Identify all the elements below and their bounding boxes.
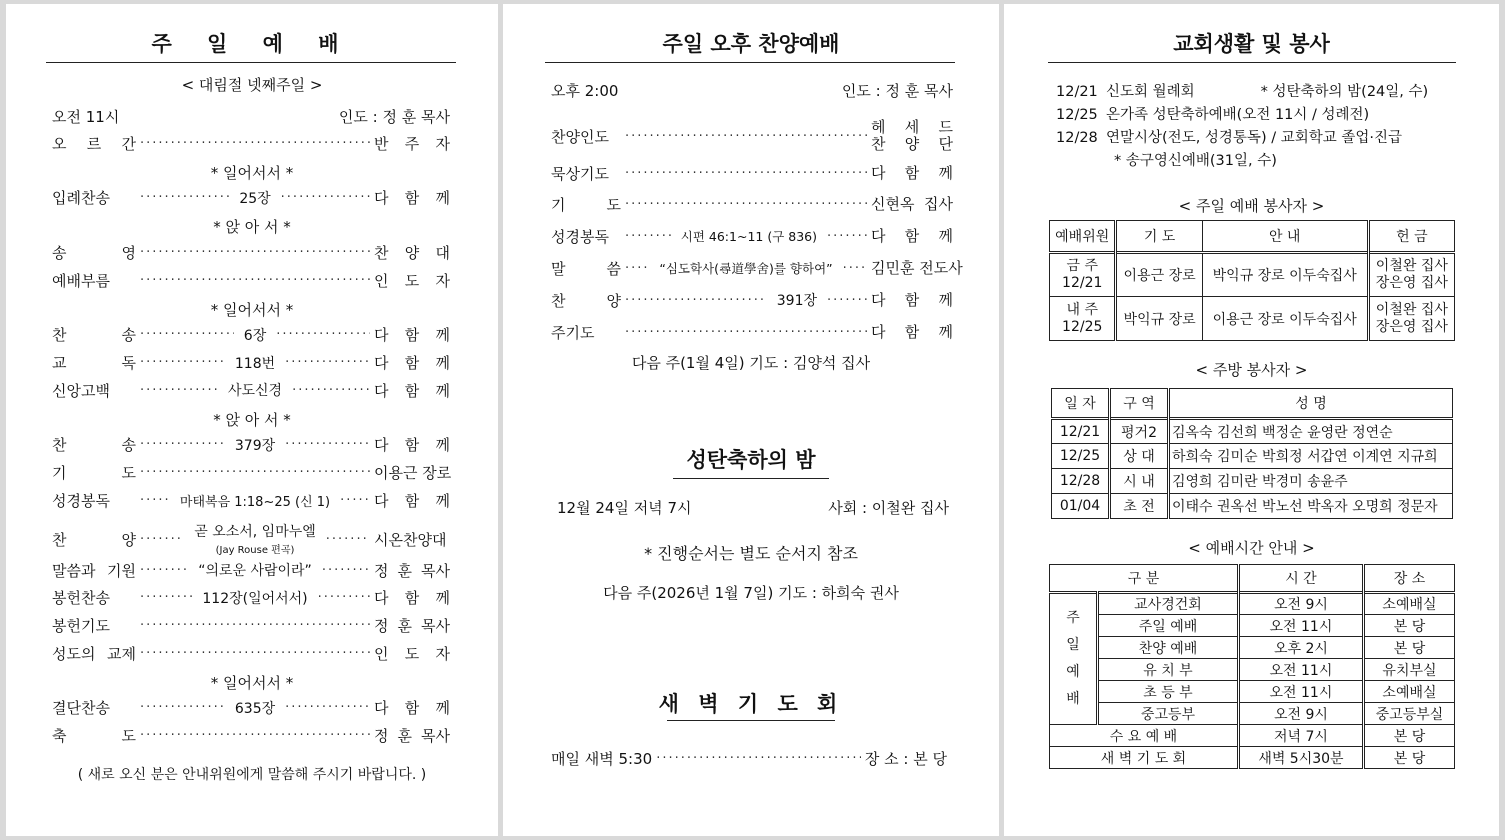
leader-dots: [625, 325, 867, 340]
title-rule: [46, 62, 456, 63]
table-cell: 상 대: [1110, 444, 1169, 469]
order-label: 찬양인도: [551, 127, 609, 146]
table-cell: 이용근 장로: [1116, 253, 1202, 297]
kitchen-table: [1051, 388, 1453, 519]
order-label: 축 도: [52, 727, 136, 745]
afternoon-leader: 인도 : 정 훈 목사: [841, 81, 953, 100]
table-cell: 하희숙 김미순 박희정 서갑연 이계연 지규희: [1169, 444, 1453, 469]
leader-dots: [843, 261, 867, 276]
leader-dots: [140, 563, 188, 578]
panel-afternoon-service: [503, 4, 999, 836]
afternoon-order-row: [551, 193, 953, 215]
table-cell: 평거2: [1110, 419, 1169, 444]
table-cell: 본 당: [1363, 725, 1454, 747]
table-cell: 12/28: [1052, 469, 1110, 494]
afternoon-order-row: [551, 289, 953, 311]
leader-dots: [140, 273, 370, 288]
order-label: 기 도: [52, 464, 136, 483]
order-row: [52, 642, 450, 664]
table-cell: 본 당: [1363, 747, 1454, 769]
order-person: 다 함 께: [374, 491, 451, 510]
leader-dots: [140, 493, 170, 508]
afternoon-order-row: [551, 119, 953, 153]
order-detail: 시편 46:1~11 (구 836): [680, 229, 817, 244]
posture-cue: * 앉 아 서 *: [213, 218, 291, 237]
leader-dots: [140, 590, 192, 605]
table-cell: 수 요 예 배: [1050, 725, 1239, 747]
leader-dots: [285, 700, 370, 715]
table-cell: 12/21: [1052, 419, 1110, 444]
order-person: 정 훈 목사: [374, 561, 450, 580]
leader-dots: [140, 532, 184, 547]
afternoon-order-row: [551, 257, 963, 279]
christmas-next-prayer: 다음 주(2026년 1월 7일) 기도 : 하희숙 권사: [603, 584, 899, 602]
service-leader: 인도 : 정 훈 목사: [338, 107, 450, 126]
afternoon-time: 오후 2:00: [551, 81, 619, 100]
order-person: 헤 세 드 찬 양 단: [871, 118, 953, 153]
table-cell: 오전 11시: [1238, 681, 1363, 703]
leader-dots: [318, 590, 370, 605]
table-cell: 본 당: [1363, 637, 1454, 659]
order-row: [52, 697, 450, 719]
schedule-title: < 예배시간 안내 >: [1188, 539, 1315, 557]
order-label: 결단찬송: [52, 699, 110, 718]
order-person: 반 주 자: [374, 134, 450, 153]
order-row: [52, 489, 450, 511]
order-person: 다 함 께: [374, 381, 451, 400]
christmas-info-row: [557, 496, 949, 518]
order-row: [52, 324, 450, 346]
service-time: 오전 11시: [52, 107, 120, 126]
leader-dots: [292, 383, 370, 398]
leader-dots: [827, 293, 867, 308]
order-row: [52, 462, 450, 484]
table-cell: 박익규 장로: [1116, 297, 1202, 341]
order-label: 오 르 간: [52, 134, 136, 153]
order-person: 다 함 께: [374, 189, 450, 208]
order-row: [52, 521, 450, 557]
table-header: 기 도: [1116, 221, 1202, 253]
order-detail: “심도학사(尋道學舍)를 향하여”: [659, 261, 833, 276]
table-cell: 초 전: [1110, 494, 1169, 519]
table-header: 구 분: [1050, 565, 1239, 593]
table-cell: 박익규 장로 이두숙집사: [1202, 253, 1368, 297]
leader-dots: [285, 437, 370, 452]
order-row: [52, 614, 450, 636]
leader-dots: [276, 327, 370, 342]
christmas-night-title: 성탄축하의 밤: [686, 448, 816, 472]
table-cell: 교사경건회: [1098, 593, 1239, 615]
order-row: [52, 379, 450, 401]
leader-dots: [625, 166, 867, 181]
order-label: 입례찬송: [52, 189, 110, 208]
table-header: 성 명: [1169, 389, 1453, 419]
next-week-prayer: 다음 주(1월 4일) 기도 : 김양석 집사: [631, 354, 871, 372]
table-cell: 이용근 장로 이두숙집사: [1202, 297, 1368, 341]
order-label: 성도의 교제: [52, 644, 136, 663]
leader-dots: [140, 618, 370, 633]
service-time-row: [52, 105, 450, 127]
leader-dots: [140, 728, 370, 743]
dawn-prayer-row: [551, 747, 947, 769]
order-person: 김민훈 전도사: [871, 258, 963, 277]
order-person: 다 함 께: [871, 322, 953, 341]
order-label: 찬 양: [551, 291, 621, 310]
table-cell: 오전 9시: [1238, 593, 1363, 615]
table-cell: 12/25: [1052, 444, 1110, 469]
table-cell: 소예배실: [1363, 593, 1454, 615]
servants-title: < 주일 예배 봉사자 >: [1178, 197, 1325, 215]
christmas-rule: [673, 478, 829, 479]
visitor-note: ( 새로 오신 분은 안내위원에게 말씀해 주시기 바랍니다. ): [77, 767, 427, 783]
leader-dots: [625, 197, 867, 212]
order-label: 묵상기도: [551, 164, 609, 183]
leader-dots: [140, 355, 225, 370]
order-row: [52, 559, 450, 581]
order-label: 송 영: [52, 243, 136, 262]
table-cell: 찬양 예배: [1098, 637, 1239, 659]
order-person: 시온찬양대: [374, 530, 447, 549]
table-header: 헌 금: [1368, 221, 1454, 253]
leader-dots: [322, 563, 370, 578]
order-person: 이용근 장로: [374, 464, 452, 483]
leader-dots: [285, 355, 370, 370]
order-row: [52, 187, 450, 209]
order-detail: 635장: [234, 700, 276, 717]
table-cell: 이철완 집사 장은영 집사: [1368, 297, 1454, 341]
table-header: 장 소: [1363, 565, 1454, 593]
order-person: 인 도 자: [374, 644, 450, 663]
order-detail: 곧 오소서, 임마누엘 (Jay Rouse 편곡): [194, 524, 316, 556]
order-detail: 마태복음 1:18~25 (신 1): [179, 494, 331, 510]
table-cell: 소예배실: [1363, 681, 1454, 703]
order-detail: 379장: [234, 437, 276, 454]
table-header: 일 자: [1052, 389, 1110, 419]
posture-cue: * 일어서서 *: [210, 673, 294, 692]
table-cell: 이철완 집사 장은영 집사: [1368, 253, 1454, 297]
schedule-table: [1049, 564, 1455, 769]
sunday-group-label: 주 일 예 배: [1050, 593, 1098, 725]
order-detail: 25장: [239, 190, 271, 207]
table-header: 구 역: [1110, 389, 1169, 419]
table-cell: 주일 예배: [1098, 615, 1239, 637]
order-detail: 사도신경: [227, 383, 283, 400]
table-header: 안 내: [1202, 221, 1368, 253]
order-row: [52, 725, 450, 747]
afternoon-service-title: 주일 오후 찬양예배: [662, 32, 840, 56]
table-cell: 시 내: [1110, 469, 1169, 494]
order-label: 주기도: [551, 323, 595, 342]
table-cell: 김옥숙 김선희 백정순 윤영란 정연순: [1169, 419, 1453, 444]
table-cell: 유치부실: [1363, 659, 1454, 681]
table-cell: 오후 2시: [1238, 637, 1363, 659]
afternoon-order-row: [551, 321, 953, 343]
liturgical-subtitle: < 대림절 넷째주일 >: [181, 76, 323, 94]
order-label: 찬 송: [52, 436, 136, 455]
dawn-place: 장 소 : 본 당: [864, 749, 947, 768]
order-row: [52, 352, 450, 374]
table-cell: 01/04: [1052, 494, 1110, 519]
leader-dots: [625, 293, 767, 308]
leader-dots: [140, 190, 229, 205]
table-cell: 중고등부: [1098, 703, 1239, 725]
order-label: 성경봉독: [52, 491, 110, 510]
order-row: [52, 434, 450, 456]
order-label: 봉헌기도: [52, 616, 110, 635]
order-person: 다 함 께: [374, 326, 450, 345]
order-row: [52, 132, 450, 154]
order-row: [52, 587, 450, 609]
news-list: [1056, 81, 1428, 173]
order-row: [52, 269, 450, 291]
leader-dots: [140, 383, 218, 398]
order-person: 정 훈 목사: [374, 616, 450, 635]
order-detail: 391장: [776, 293, 817, 309]
leader-dots: [140, 437, 225, 452]
order-label: 교 독: [52, 354, 136, 372]
order-person: 다 함 께: [871, 290, 953, 309]
christmas-host: 사회 : 이철완 집사: [828, 498, 949, 517]
leader-dots: [625, 229, 671, 244]
table-cell: 본 당: [1363, 615, 1454, 637]
order-person: 다 함 께: [374, 354, 450, 372]
table-cell: 유 치 부: [1098, 659, 1239, 681]
news-item: 12/25 온가족 성탄축하예배(오전 11시 / 성례전): [1056, 107, 1370, 123]
table-cell: 새 벽 기 도 회: [1050, 747, 1239, 769]
order-label: 말 씀: [551, 259, 621, 278]
order-person: 정 훈 목사: [374, 727, 450, 745]
order-label: 성경봉독: [551, 227, 609, 246]
sunday-service-title: 주 일 예 배: [151, 32, 353, 56]
dawn-rule: [667, 720, 835, 721]
order-label: 신앙고백: [52, 381, 110, 400]
leader-dots: [326, 532, 370, 547]
order-detail: 118번: [234, 355, 276, 372]
servants-table: [1049, 220, 1455, 341]
table-header: 예배위원: [1050, 221, 1116, 253]
order-label: 찬 양: [52, 530, 136, 549]
posture-cue: * 일어서서 *: [210, 163, 294, 182]
posture-cue: * 앉 아 서 *: [213, 410, 291, 429]
order-label: 말씀과 기원: [52, 561, 136, 580]
posture-cue: * 일어서서 *: [210, 300, 294, 319]
news-item: 12/28 연말시상(전도, 성경통독) / 교회학교 졸업·진급: [1056, 130, 1402, 146]
afternoon-order-row: [551, 225, 953, 247]
table-cell: 금 주 12/21: [1050, 253, 1116, 297]
table-cell: 오전 9시: [1238, 703, 1363, 725]
news-item: * 송구영신예배(31일, 수): [1114, 153, 1277, 169]
table-cell: 중고등부실: [1363, 703, 1454, 725]
table-cell: 오전 11시: [1238, 659, 1363, 681]
table-cell: 이태수 권옥선 박노선 박옥자 오명희 정문자: [1169, 494, 1453, 519]
order-label: 예배부름: [52, 271, 110, 290]
table-cell: 김영희 김미란 박경미 송윤주: [1169, 469, 1453, 494]
panel-church-life: [1004, 4, 1499, 836]
program-note: * 진행순서는 별도 순서지 참조: [644, 544, 858, 563]
order-label: 찬 송: [52, 326, 136, 345]
order-detail: 6장: [243, 327, 267, 344]
kitchen-title: < 주방 봉사자 >: [1195, 361, 1308, 379]
leader-dots: [140, 465, 370, 480]
leader-dots: [827, 229, 867, 244]
leader-dots: [281, 190, 370, 205]
order-person: 다 함 께: [374, 589, 451, 608]
dawn-time: 매일 새벽 5:30: [551, 749, 653, 768]
panel-sunday-service: [6, 4, 498, 836]
order-detail: 112장(일어서서): [202, 590, 308, 607]
title-rule: [1048, 62, 1456, 63]
leader-dots: [340, 493, 370, 508]
leader-dots: [140, 136, 370, 151]
table-cell: 초 등 부: [1098, 681, 1239, 703]
title-rule: [545, 62, 955, 63]
order-person: 다 함 께: [374, 699, 450, 718]
leader-dots: [625, 261, 649, 276]
table-cell: 새벽 5시30분: [1238, 747, 1363, 769]
news-item: 12/21 신도회 월례회 * 성탄축하의 밤(24일, 수): [1056, 84, 1429, 100]
table-header: 시 간: [1238, 565, 1363, 593]
order-label: 기 도: [551, 195, 621, 214]
order-person: 인 도 자: [374, 271, 450, 290]
order-detail: “의로운 사람이라”: [198, 563, 312, 579]
afternoon-time-row: [551, 79, 953, 101]
leader-dots: [140, 327, 234, 342]
order-person: 다 함 께: [871, 226, 953, 245]
table-cell: 저녁 7시: [1238, 725, 1363, 747]
church-life-title: 교회생활 및 봉사: [1173, 32, 1330, 56]
christmas-date: 12월 24일 저녁 7시: [557, 498, 692, 517]
leader-dots: [140, 700, 225, 715]
dawn-prayer-title: 새 벽 기 도 회: [658, 692, 844, 716]
order-person: 신현옥 집사: [871, 194, 953, 213]
table-cell: 내 주 12/25: [1050, 297, 1116, 341]
table-cell: 오전 11시: [1238, 615, 1363, 637]
leader-dots: [140, 646, 370, 661]
order-person: 다 함 께: [871, 163, 953, 182]
order-person: 다 함 께: [374, 436, 450, 455]
order-label: 봉헌찬송: [52, 589, 110, 608]
afternoon-order-row: [551, 162, 953, 184]
leader-dots: [140, 245, 370, 260]
leader-dots: [625, 129, 867, 144]
leader-dots: [656, 751, 861, 766]
order-person: 찬 양 대: [374, 243, 450, 262]
order-row: [52, 241, 450, 263]
